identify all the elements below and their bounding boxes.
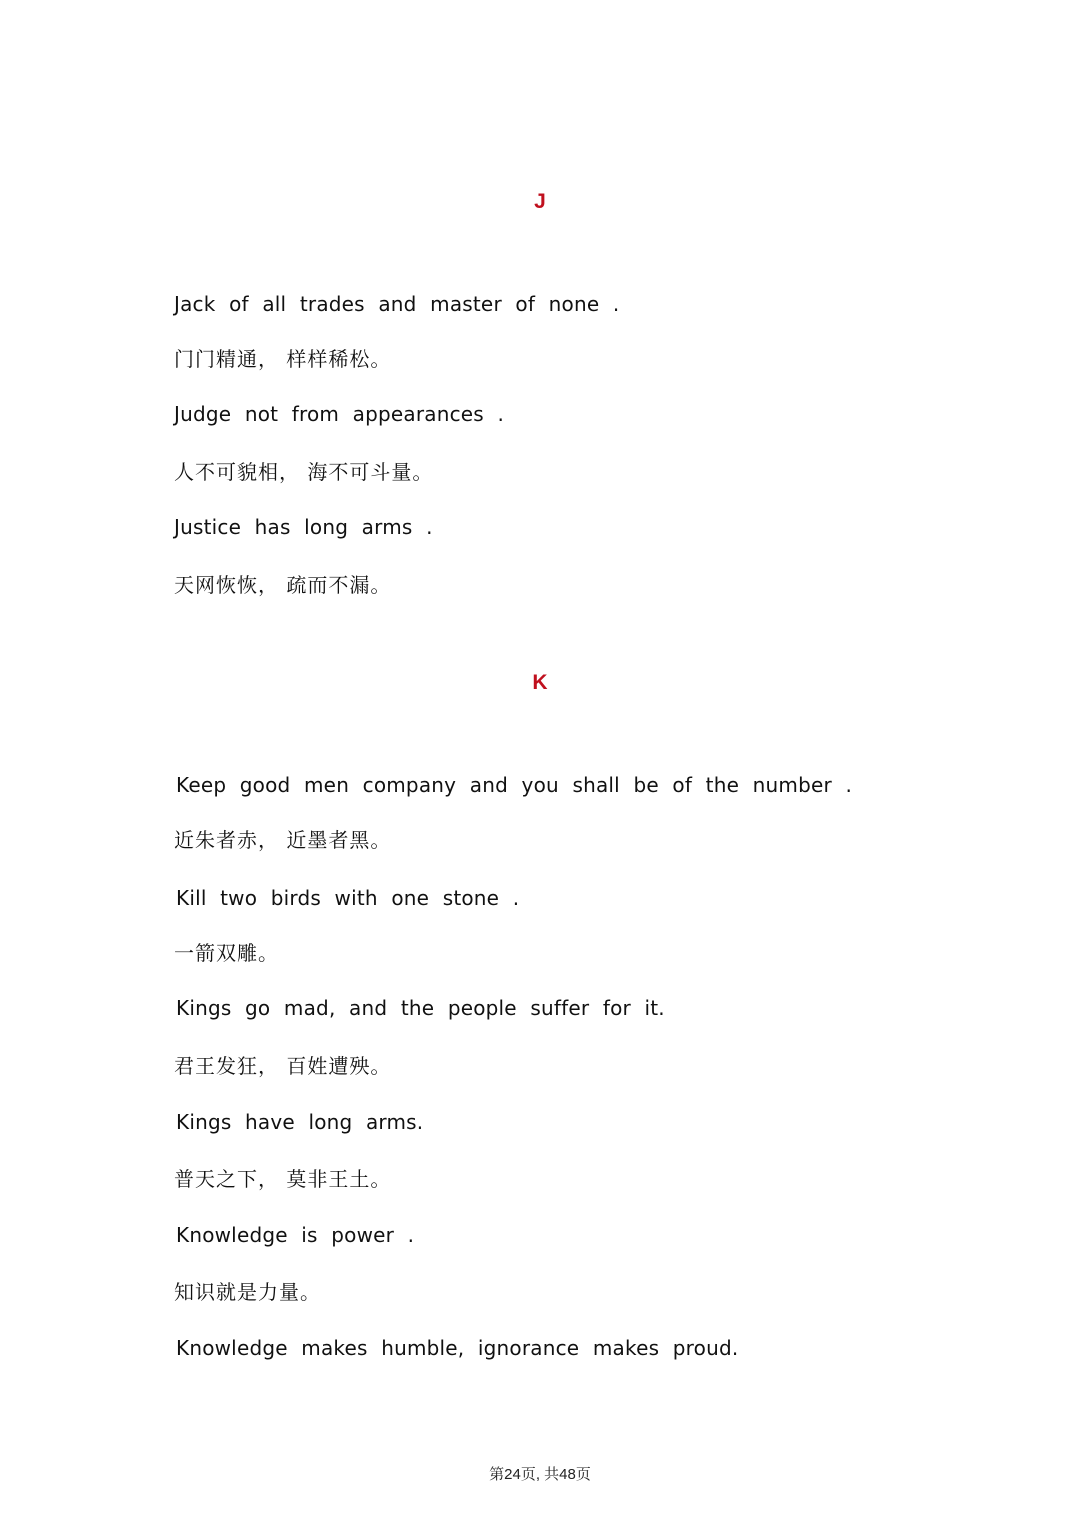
proverb-english: Judge not from appearances . xyxy=(174,402,505,426)
proverb-english: Keep good men company and you shall be of the number . xyxy=(176,773,853,797)
proverb-english: Knowledge is power . xyxy=(176,1223,415,1247)
proverb-chinese: 君王发狂， 百姓遭殃。 xyxy=(174,1054,392,1078)
proverb-chinese: 普天之下， 莫非王土。 xyxy=(174,1167,392,1191)
proverb-chinese: 门门精通， 样样稀松。 xyxy=(174,347,392,371)
proverb-english: Kings have long arms. xyxy=(176,1110,424,1134)
proverb-chinese: 天网恢恢， 疏而不漏。 xyxy=(174,573,392,597)
proverb-english: Kill two birds with one stone . xyxy=(176,886,520,910)
proverb-chinese: 近朱者赤， 近墨者黑。 xyxy=(174,828,392,852)
proverb-chinese: 知识就是力量。 xyxy=(174,1280,321,1304)
proverb-chinese: 人不可貌相， 海不可斗量。 xyxy=(174,460,434,484)
proverb-english: Justice has long arms . xyxy=(174,515,433,539)
section-heading-k: K xyxy=(532,671,548,694)
section-heading-j: J xyxy=(534,190,546,213)
proverb-english: Kings go mad, and the people suffer for it. xyxy=(176,996,665,1020)
proverb-english: Jack of all trades and master of none . xyxy=(174,292,620,316)
proverb-english: Knowledge makes humble, ignorance makes proud. xyxy=(176,1336,739,1360)
proverb-chinese: 一箭双雕。 xyxy=(174,941,279,965)
page-number-footer: 第24页, 共48页 xyxy=(489,1466,591,1483)
